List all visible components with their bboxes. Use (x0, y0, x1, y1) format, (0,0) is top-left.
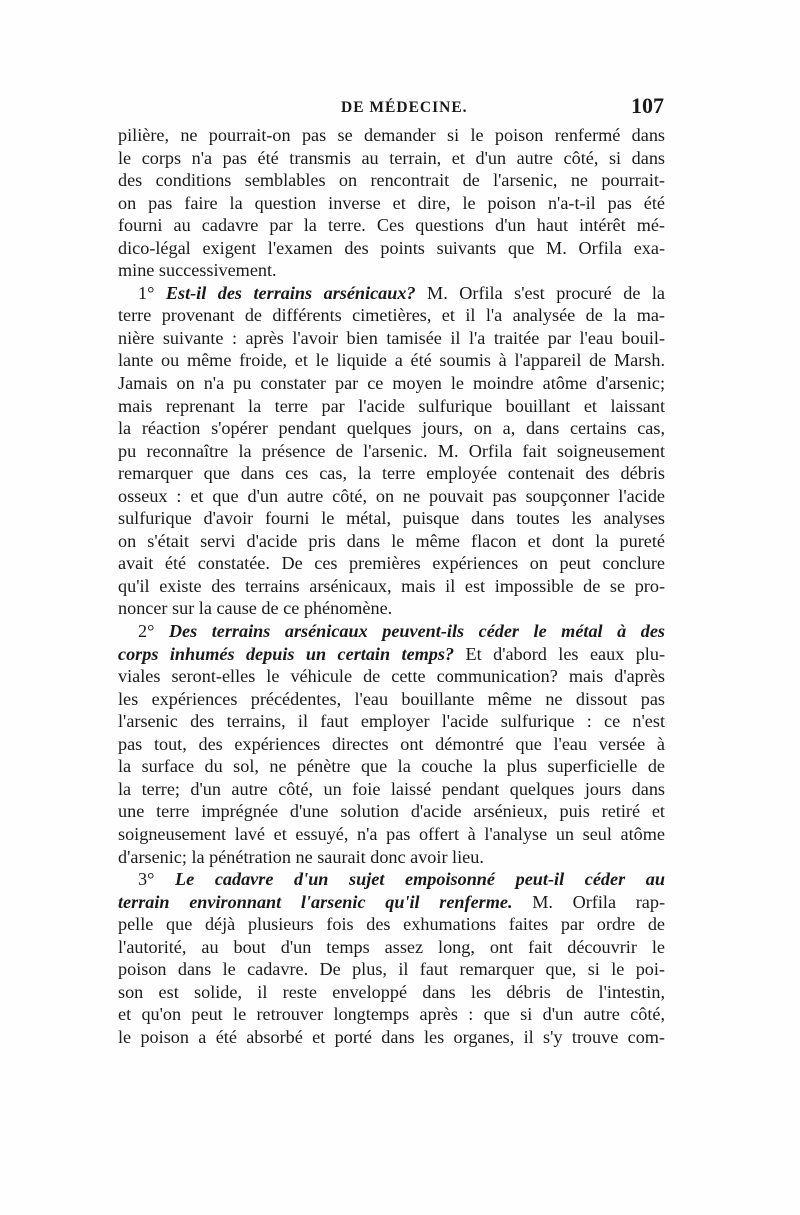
text-line (118, 755, 665, 778)
text-line (118, 147, 665, 170)
text-line-content: les expériences précédentes, l'eau bouillante même ne dissout pas (118, 688, 665, 709)
text-line (118, 440, 665, 463)
section-question: Est-il des terrains arsénicaux? (165, 282, 416, 303)
section-question: terrain environnant l'arsenic qu'il renferme. (118, 891, 513, 912)
text-line (118, 575, 665, 598)
text-line (118, 778, 665, 801)
text-line-content: terre provenant de différents cimetières, et il l'a analysée de la ma- (118, 305, 665, 326)
text-line-content: une terre imprégnée d'une solution d'acide arsénieux, puis retiré et (118, 801, 665, 822)
text-line-content: pu reconnaître la présence de l'arsenic. M. Orfila fait soigneusement (118, 440, 665, 461)
text-line-content: M. Orfila rap- (512, 891, 665, 912)
text-line-content: M. Orfila s'est procuré de la (415, 282, 665, 303)
text-line (118, 327, 665, 350)
text-line (118, 237, 665, 260)
text-line (118, 688, 665, 711)
text-line-content: le corps n'a pas été transmis au terrain, et d'un autre côté, si dans (118, 147, 665, 168)
text-line (118, 282, 665, 305)
text-line (118, 620, 665, 643)
text-line-content: mais reprenant la terre par l'acide sulfurique bouillant et laissant (118, 395, 665, 416)
section-number: 2° (138, 621, 169, 642)
text-line (118, 733, 665, 756)
text-line-content: dico-légal exigent l'examen des points suivants que M. Orfila exa- (118, 237, 665, 258)
text-line (118, 1003, 665, 1026)
text-line (118, 372, 665, 395)
text-line (118, 913, 665, 936)
text-line-content: pas tout, des expériences directes ont démontré que l'eau versée à (118, 733, 665, 754)
text-line-content: avait été constatée. De ces premières expériences on peut conclure (118, 553, 665, 574)
text-line (118, 597, 665, 620)
text-line-content: Jamais on n'a pu constater par ce moyen le moindre atôme d'arsenic; (118, 373, 665, 394)
text-line (118, 462, 665, 485)
text-line (118, 349, 665, 372)
text-line (118, 485, 665, 508)
section-number: 3° (138, 869, 176, 890)
section-question: Le cadavre d'un sujet empoisonné peut-il céder au (175, 869, 665, 890)
text-line-content: son est solide, il reste enveloppé dans les débris de l'intestin, (118, 981, 665, 1002)
text-line (118, 710, 665, 733)
text-line-content: le poison a été absorbé et porté dans les organes, il s'y trouve com- (118, 1026, 665, 1047)
text-line (118, 214, 665, 237)
text-line-content: viales seront-elles le véhicule de cette communication? mais d'après (118, 666, 665, 687)
text-line (118, 395, 665, 418)
text-line-content: l'autorité, au bout d'un temps assez long, ont fait découvrir le (118, 936, 665, 957)
text-line-content: qu'il existe des terrains arsénicaux, mais il est impossible de se pro- (118, 575, 665, 596)
text-line-content: l'arsenic des terrains, il faut employer l'acide sulfurique : ce n'est (118, 711, 665, 732)
text-line (118, 124, 665, 147)
page-header (118, 93, 664, 123)
text-line (118, 304, 665, 327)
page-number: 107 (631, 93, 664, 118)
text-line (118, 958, 665, 981)
text-line (118, 1026, 665, 1049)
running-head: DE MÉDECINE. (341, 99, 468, 116)
text-line (118, 981, 665, 1004)
text-line-content: la réaction s'opérer pendant quelques jours, on a, dans certains cas, (118, 418, 665, 439)
text-line-content: on s'était servi d'acide pris dans le même flacon et dont la pureté (118, 530, 665, 551)
text-line-content: fourni au cadavre par la terre. Ces questions d'un haut intérêt mé- (118, 215, 665, 236)
text-line-content: sulfurique d'avoir fourni le métal, puisque dans toutes les analyses (118, 508, 665, 529)
text-line-content: poison dans le cadavre. De plus, il faut remarquer que, si le poi- (118, 959, 665, 980)
text-line (118, 800, 665, 823)
text-line-content: noncer sur la cause de ce phénomène. (118, 598, 393, 619)
text-line (118, 552, 665, 575)
text-line-content: la terre; d'un autre côté, un foie laissé pendant quelques jours dans (118, 778, 665, 799)
text-line (118, 169, 665, 192)
text-line (118, 868, 665, 891)
text-line-content: pelle que déjà plusieurs fois des exhumations faites par ordre de (118, 914, 665, 935)
text-line-content: on pas faire la question inverse et dire, le poison n'a-t-il pas été (118, 192, 665, 213)
body-text (118, 124, 665, 1048)
text-line-content: des conditions semblables on rencontrait de l'arsenic, ne pourrait- (118, 170, 665, 191)
text-line-content: et qu'on peut le retrouver longtemps après : que si d'un autre côté, (118, 1004, 665, 1025)
text-line-content: mine successivement. (118, 260, 277, 281)
text-line-content: Et d'abord les eaux plu- (454, 643, 665, 664)
text-line-content: lante ou même froide, et le liquide a été soumis à l'appareil de Marsh. (118, 350, 665, 371)
text-line-content: nière suivante : après l'avoir bien tamisée il l'a traitée par l'eau bouil- (118, 327, 665, 348)
text-line-content: la surface du sol, ne pénètre que la couche la plus superficielle de (118, 756, 665, 777)
text-line (118, 936, 665, 959)
text-line-content: d'arsenic; la pénétration ne saurait donc avoir lieu. (118, 846, 484, 867)
text-line (118, 192, 665, 215)
text-line (118, 665, 665, 688)
text-line (118, 507, 665, 530)
section-number: 1° (138, 282, 166, 303)
text-line (118, 417, 665, 440)
text-line (118, 846, 665, 869)
text-line-content: pilière, ne pourrait-on pas se demander si le poison renfermé dans (118, 125, 665, 145)
text-line (118, 259, 665, 282)
section-question: Des terrains arsénicaux peuvent-ils céder le métal à des (168, 621, 665, 642)
text-line (118, 891, 665, 914)
text-line-content: osseux : et que d'un autre côté, on ne pouvait pas soupçonner l'acide (118, 485, 665, 506)
text-line (118, 643, 665, 666)
text-line (118, 530, 665, 553)
text-line (118, 823, 665, 846)
text-line-content: remarquer que dans ces cas, la terre employée contenait des débris (118, 463, 665, 484)
text-line-content: soigneusement lavé et essuyé, n'a pas offert à l'analyse un seul atôme (118, 823, 665, 844)
section-question: corps inhumés depuis un certain temps? (118, 643, 455, 664)
